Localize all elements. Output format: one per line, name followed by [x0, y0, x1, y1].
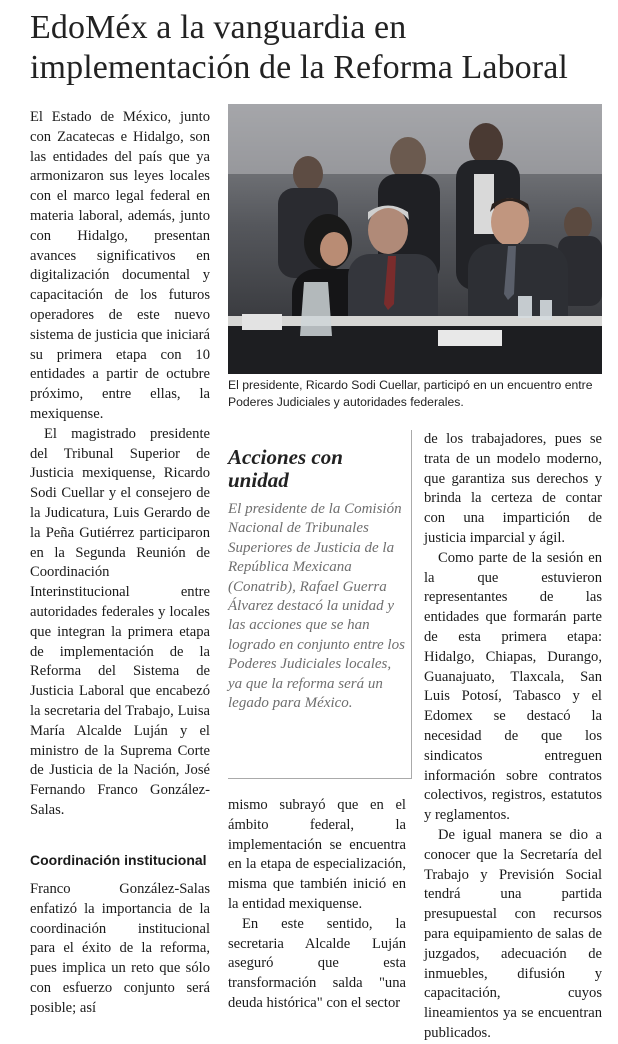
- paragraph: El Estado de México, junto con Zacatecas e Hidalgo, son las entidades del país que ya armonizaron sus leyes locales con el marco legal federal en materia laboral, además, junto con Hidalgo, presentan avances significativos en digitalización documental y capacitación de los futuros operadores de este nuevo sistema de justicia que iniciará su primera etapa con 10 entidades a partir de octubre próximo, entre ellas, la mexiquense.: [30, 109, 210, 422]
- sidebar-divider-vertical: [411, 430, 412, 778]
- news-photo: [228, 104, 602, 374]
- column-2: [228, 796, 406, 1014]
- column-1: [30, 108, 210, 821]
- paragraph: de los trabajadores, pues se trata de un modelo moderno, que garantiza sus derechos y brinda la certeza de contar con una impartición de justicia imparcial y ágil.: [424, 431, 602, 546]
- paragraph: mismo subrayó que en el ámbito federal, la implementación se encuentra en la etapa de especialización, misma que también inició en la entidad mexiquense.: [228, 797, 406, 912]
- column-1-continued: [30, 880, 210, 1019]
- paragraph: De igual manera se dio a conocer que la Secretaría del Trabajo y Previsión Social tendrá una partida presupuestal con recursos para equipamiento de salas de juzgados, adecuación de inmuebles, difusión y capacitación, cuyos lineamientos ya se encuentran publicados.: [424, 826, 602, 1041]
- headline: EdoMéx a la vanguardia en implementación de la Reforma Laboral: [30, 9, 568, 86]
- subheading: Coordinación institucional: [30, 852, 207, 868]
- paragraph: En este sentido, la secretaria Alcalde Luján aseguró que esta transformación salda "una deuda histórica" con el sector: [228, 915, 406, 1011]
- meeting-photo-illustration: [228, 104, 602, 374]
- column-3: [424, 430, 602, 1044]
- paragraph: Como parte de la sesión en la que estuvieron representantes de las entidades que formarán parte de esta primera etapa: Hidalgo, Chiapas, Durango, Guanajuato, Tlaxcala, San Luis Potosí, Tabasco y el Edomex se destacó la necesidad de que los sindicatos entreguen información sobre contratos colectivos, registros, estatutos y reglamentos.: [424, 549, 602, 824]
- paragraph: El magistrado presidente del Tribunal Superior de Justicia mexiquense, Ricardo Sodi Cuellar y el consejero de la Judicatura, Luis Gerardo de la Peña Gutiérrez participaron en la Segunda Reunión de Coordinación Interinstitucional entre autoridades federales y locales que integran la primera etapa de implementación de la Reforma del Sistema de Justicia Laboral que encabezó la secretaria del Trabajo, Luisa María Alcalde Luján y el ministro de la Suprema Corte de Justicia de la Nación, José Fernando Franco González-Salas.: [30, 425, 210, 818]
- sidebar-text: El presidente de la Comisión Nacional de Tribunales Superiores de Justicia de la República Mexicana (Conatrib), Rafael Guerra Álvarez destacó la unidad y las acciones que se han logrado en conjunto entre los Poderes Judiciales locales, ya que la reforma será un legado para México.: [228, 501, 405, 712]
- sidebar-title: Acciones con unidad: [228, 445, 343, 492]
- paragraph: Franco González-Salas enfatizó la importancia de la coordinación institucional para el éxito de la reforma, pues implica un reto que sólo con esfuerzo conjunto será posible; así: [30, 881, 210, 1016]
- sidebar-box: [228, 432, 406, 777]
- photo-caption: El presidente, Ricardo Sodi Cuellar, participó en un encuentro entre Poderes Judiciales y autoridades federales.: [228, 378, 593, 409]
- sidebar-divider-horizontal: [228, 778, 412, 779]
